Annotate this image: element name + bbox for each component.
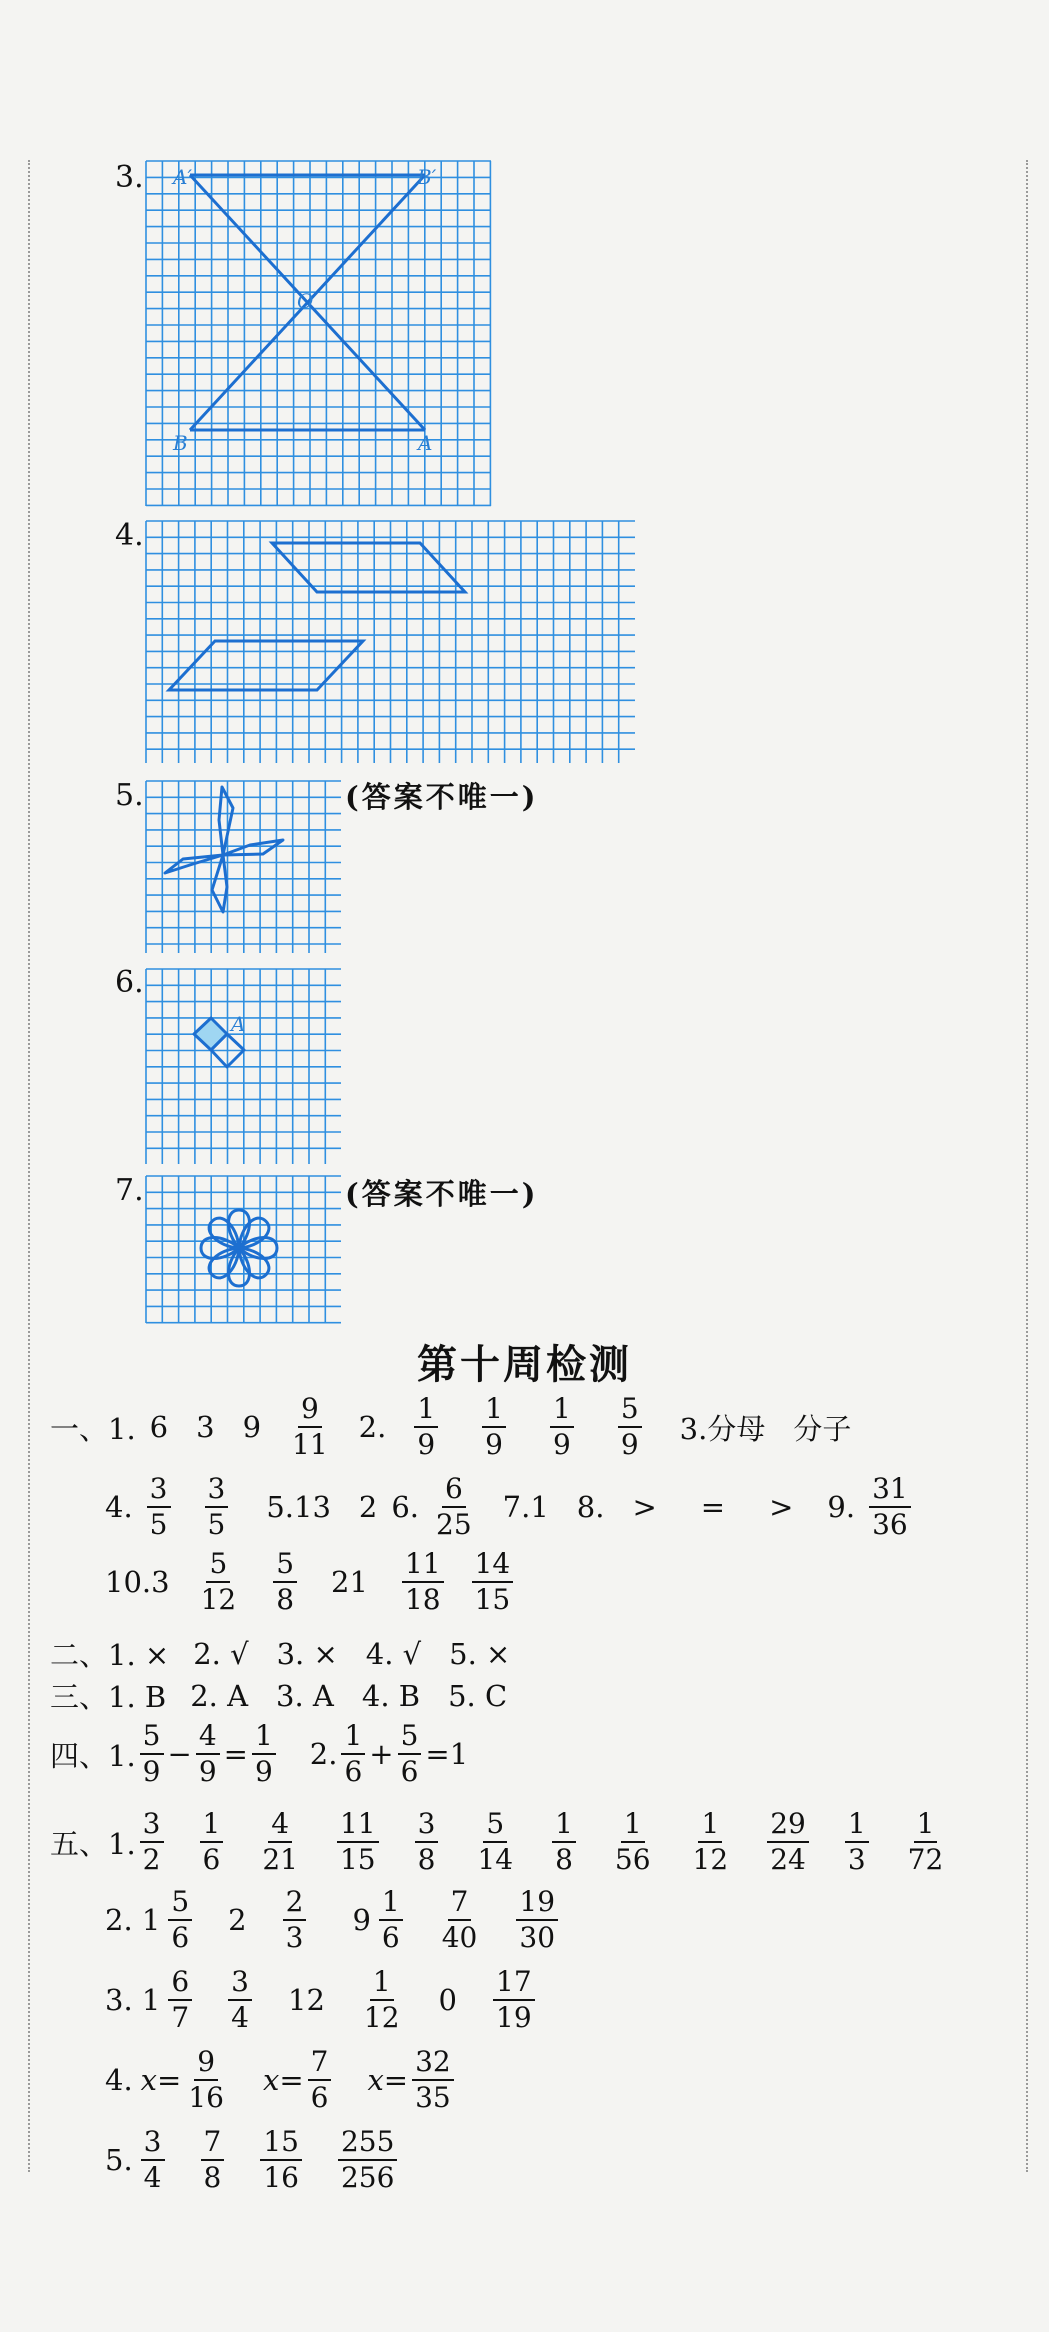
fraction: $\frac{1}{8}$: [552, 1810, 576, 1874]
s3-item: 2. A: [190, 1678, 249, 1713]
fraction: $\frac{32}{35}$: [412, 2048, 454, 2112]
fraction: $\frac{3}{5}$: [147, 1475, 171, 1539]
s5-r2-head: 2. 1: [105, 1903, 161, 1937]
fraction: $\frac{5}{9}$: [140, 1722, 164, 1786]
fraction: $\frac{15}{16}$: [260, 2128, 302, 2192]
fraction: $\frac{4}{9}$: [196, 1722, 220, 1786]
fraction: $\frac{5}{9}$: [618, 1395, 642, 1459]
fraction: $\frac{1}{9}$: [550, 1395, 574, 1459]
fraction: $\frac{1}{6}$: [341, 1722, 365, 1786]
label-o: O: [297, 289, 314, 313]
fraction: $\frac{1}{72}$: [907, 1807, 944, 1876]
fig5-number: 5.: [115, 778, 144, 813]
s3-item: 3. A: [276, 1678, 334, 1713]
fraction: $\frac{1}{6}$: [200, 1810, 224, 1874]
s3-item: 4. B: [361, 1678, 421, 1713]
fraction: $\frac{4}{21}$: [262, 1807, 298, 1876]
label-b: B: [173, 431, 188, 455]
fig5-grid: [145, 780, 343, 955]
fraction: $\frac{7}{6}$: [308, 2048, 332, 2112]
fraction: $\frac{19}{30}$: [516, 1888, 558, 1952]
fraction: $\frac{1}{9}$: [252, 1722, 276, 1786]
s4-head: 四、1.: [50, 1738, 136, 1773]
s1-q1-c: 9: [242, 1410, 262, 1444]
s4-op-plus: +: [369, 1737, 394, 1771]
fraction: $\frac{11}{15}$: [337, 1810, 379, 1874]
label-a6: A: [231, 1012, 246, 1036]
fig5-shape-right: [223, 840, 283, 855]
fraction: $\frac{1}{12}$: [692, 1807, 729, 1876]
fig6-grid: [145, 968, 343, 1166]
fig7-note: (答案不唯一): [345, 1177, 539, 1211]
s5-r4-x2: x=: [262, 2063, 304, 2097]
s5-row5: [105, 2125, 411, 2194]
fig4-grid: [145, 520, 637, 765]
s3-line: [50, 1675, 521, 1716]
fig7-number: 7.: [115, 1173, 144, 1208]
fraction: $\frac{3}{4}$: [141, 2128, 165, 2192]
fraction: $\frac{2}{3}$: [283, 1888, 307, 1952]
s3-item: 5. C: [448, 1678, 508, 1713]
fraction: $\frac{1}{3}$: [845, 1810, 869, 1874]
s1-q3: 3.分母: [679, 1411, 766, 1446]
s4-op-eq: =: [223, 1737, 248, 1771]
right-margin-dotted-line: [1026, 160, 1028, 2172]
s5-r5-head: 5.: [105, 2143, 133, 2177]
s5-row2: [105, 1885, 572, 1954]
fraction: $\frac{7}{8}$: [201, 2128, 225, 2192]
s1-q6: 6.: [391, 1490, 420, 1524]
fraction: $\frac{5}{8}$: [273, 1550, 297, 1614]
fraction: $\frac{6}{7}$: [168, 1968, 192, 2032]
s5-row1: [50, 1807, 960, 1876]
fig5-shape-left: [165, 855, 223, 873]
label-a: A: [418, 431, 433, 455]
fig7-grid: [145, 1175, 343, 1325]
s4-op-eq1: =1: [425, 1737, 469, 1771]
s5-r2-t1: 2: [228, 1903, 247, 1937]
fraction: $\frac{3}{8}$: [415, 1810, 439, 1874]
fraction: $\frac{1}{6}$: [379, 1888, 403, 1952]
fig3-grid: [145, 160, 493, 508]
fig5-figure: [165, 787, 283, 912]
s1-q10: 10.3: [105, 1565, 170, 1599]
s1-line1: [50, 1392, 865, 1461]
s1-q10-mid: 21: [331, 1565, 368, 1599]
s1-line3: [105, 1547, 527, 1616]
s2-item: 二、1. ×: [50, 1638, 170, 1672]
s5-head: 五、1.: [50, 1826, 136, 1861]
s1-q8-sign-a: >: [632, 1490, 657, 1524]
fraction: $\frac{3}{4}$: [228, 1968, 252, 2032]
s5-r3-t2: 0: [438, 1983, 457, 2017]
fraction: $\frac{3}{5}$: [205, 1475, 229, 1539]
s1-q1-a: 6: [149, 1410, 169, 1444]
fig4-parallelogram-top: [272, 543, 465, 592]
s5-row4: [105, 2045, 468, 2114]
left-margin-dotted-line: [28, 160, 30, 2172]
s1-head: 一、1.: [50, 1411, 136, 1446]
label-b-prime: B′: [417, 165, 437, 189]
fig4-parallelogram-bottom: [169, 641, 363, 690]
fig4-number: 4.: [115, 518, 144, 553]
s5-r3-head: 3. 1: [105, 1983, 161, 2017]
s5-r4-x1: x=: [140, 2063, 182, 2097]
fraction: $\frac{7}{40}$: [441, 1885, 478, 1954]
fig6-number: 6.: [115, 965, 144, 1000]
fraction: $\frac{5}{14}$: [477, 1807, 514, 1876]
fig5-shape-down: [212, 855, 227, 912]
label-a-prime: A′: [173, 165, 192, 189]
s4-q2: 2.: [309, 1737, 338, 1771]
fraction: $\frac{9}{11}$: [292, 1392, 328, 1461]
s1-q5: 5.13: [266, 1490, 331, 1524]
fraction: $\frac{29}{24}$: [767, 1810, 809, 1874]
fig3-number: 3.: [115, 160, 144, 195]
s2-item: 2. √: [193, 1636, 249, 1671]
s2-line: [50, 1633, 524, 1674]
s2-item: 5. ×: [449, 1636, 511, 1671]
s5-row3: [105, 1965, 549, 2034]
s1-q7: 7.1: [502, 1490, 549, 1524]
s5-r4-head: 4.: [105, 2063, 133, 2097]
fraction: $\frac{255}{256}$: [338, 2128, 397, 2192]
s1-q3b: 分子: [793, 1411, 852, 1446]
fraction: $\frac{1}{9}$: [414, 1395, 438, 1459]
s1-q4: 4.: [105, 1490, 133, 1524]
s1-q8: 8.: [576, 1490, 605, 1524]
fraction: $\frac{11}{18}$: [402, 1550, 444, 1614]
s5-r2-t2: 9: [352, 1903, 371, 1937]
s5-r3-t1: 12: [288, 1983, 325, 2017]
fraction: $\frac{1}{9}$: [482, 1395, 506, 1459]
s2-item: 4. √: [365, 1636, 422, 1671]
fraction: $\frac{5}{6}$: [168, 1888, 192, 1952]
fraction: $\frac{31}{36}$: [869, 1475, 911, 1539]
s1-q1-b: 3: [196, 1410, 215, 1444]
fraction: $\frac{9}{16}$: [188, 2045, 224, 2114]
section-title: 第十周检测: [417, 1342, 632, 1388]
fraction: $\frac{1}{56}$: [614, 1807, 651, 1876]
fraction: $\frac{1}{12}$: [363, 1965, 400, 2034]
s4-line: [50, 1719, 469, 1788]
s1-q8-sign-c: >: [769, 1490, 794, 1524]
s1-line2: [105, 1472, 925, 1541]
s2-item: 3. ×: [276, 1636, 338, 1671]
s1-q8-sign-b: =: [700, 1490, 726, 1524]
s4-op-minus: −: [167, 1737, 192, 1771]
fraction: $\frac{5}{12}$: [200, 1547, 237, 1616]
fraction: $\frac{14}{15}$: [472, 1550, 514, 1614]
fraction: $\frac{17}{19}$: [493, 1968, 535, 2032]
s3-item: 三、1. B: [50, 1680, 167, 1714]
s1-q5b: 2: [358, 1490, 378, 1524]
s1-q2: 2.: [358, 1410, 387, 1444]
s5-r4-x3: x=: [367, 2063, 409, 2097]
fraction: $\frac{5}{6}$: [398, 1722, 422, 1786]
fig5-note: (答案不唯一): [345, 780, 539, 814]
fraction: $\frac{6}{25}$: [436, 1472, 472, 1541]
fraction: $\frac{3}{2}$: [140, 1810, 164, 1874]
s1-q9: 9.: [827, 1490, 856, 1524]
fig6-square-left: [194, 1018, 227, 1050]
